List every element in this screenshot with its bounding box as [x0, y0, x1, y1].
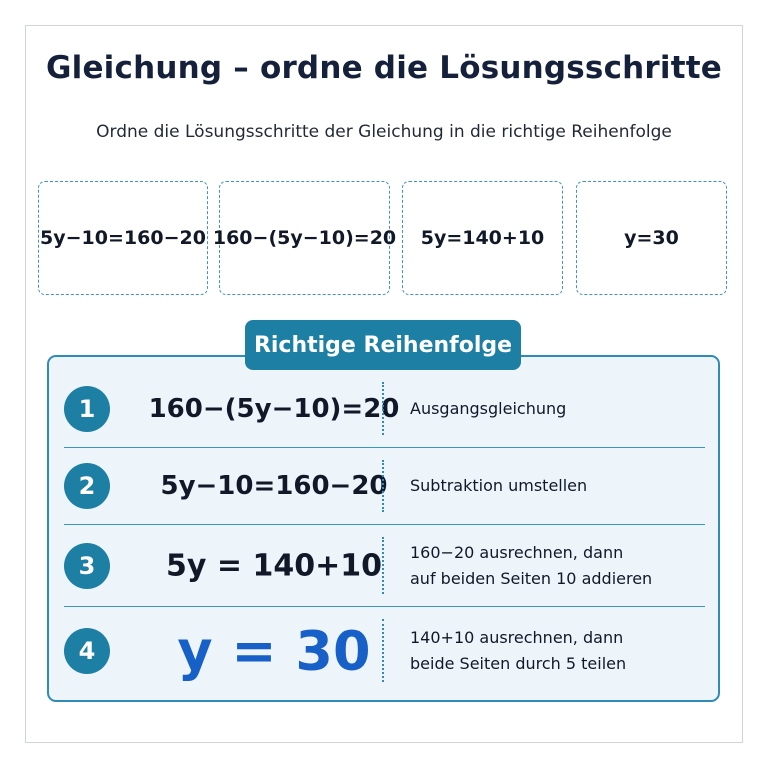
order-label: Richtige Reihenfolge — [245, 320, 521, 370]
page-title: Gleichung – ordne die Lösungsschritte — [45, 50, 723, 86]
step-card-4[interactable]: y=30 — [576, 181, 727, 295]
step-card-2[interactable]: 160−(5y−10)=20 — [219, 181, 390, 295]
step-description-line: auf beiden Seiten 10 addieren — [410, 568, 653, 588]
step-number-badge: 4 — [64, 628, 110, 674]
step-description-line: 140+10 ausrechnen, dann — [410, 627, 624, 647]
instruction-text: Ordne die Lösungsschritte der Gleichung in die richtige Reihenfolge — [96, 122, 672, 142]
solution-row — [64, 370, 705, 448]
step-description-line: Ausgangsgleichung — [410, 398, 567, 418]
step-description — [410, 625, 700, 677]
step-card-3[interactable]: 5y=140+10 — [402, 181, 563, 295]
row-separator — [382, 619, 384, 682]
step-equation: 160−(5y−10)=20 — [148, 393, 400, 424]
solution-row — [64, 448, 705, 525]
step-description-line: 160−20 ausrechnen, dann — [410, 542, 624, 562]
step-description — [410, 540, 700, 592]
final-equation: y = 30 — [177, 619, 371, 682]
row-separator — [382, 460, 384, 512]
solution-row — [64, 525, 705, 607]
step-equation: 5y−10=160−20 — [160, 471, 388, 501]
row-separator — [382, 382, 384, 435]
solution-row — [64, 607, 705, 694]
step-number-badge: 2 — [64, 463, 110, 509]
step-card-1[interactable]: 5y−10=160−20 — [38, 181, 208, 295]
step-description — [410, 396, 700, 422]
step-number-badge: 3 — [64, 543, 110, 589]
row-separator — [382, 537, 384, 594]
step-description-line: Subtraktion umstellen — [410, 476, 588, 495]
step-description-line: beide Seiten durch 5 teilen — [410, 653, 627, 673]
step-equation: 5y = 140+10 — [166, 548, 382, 583]
step-number-badge: 1 — [64, 386, 110, 432]
step-description — [410, 473, 700, 499]
